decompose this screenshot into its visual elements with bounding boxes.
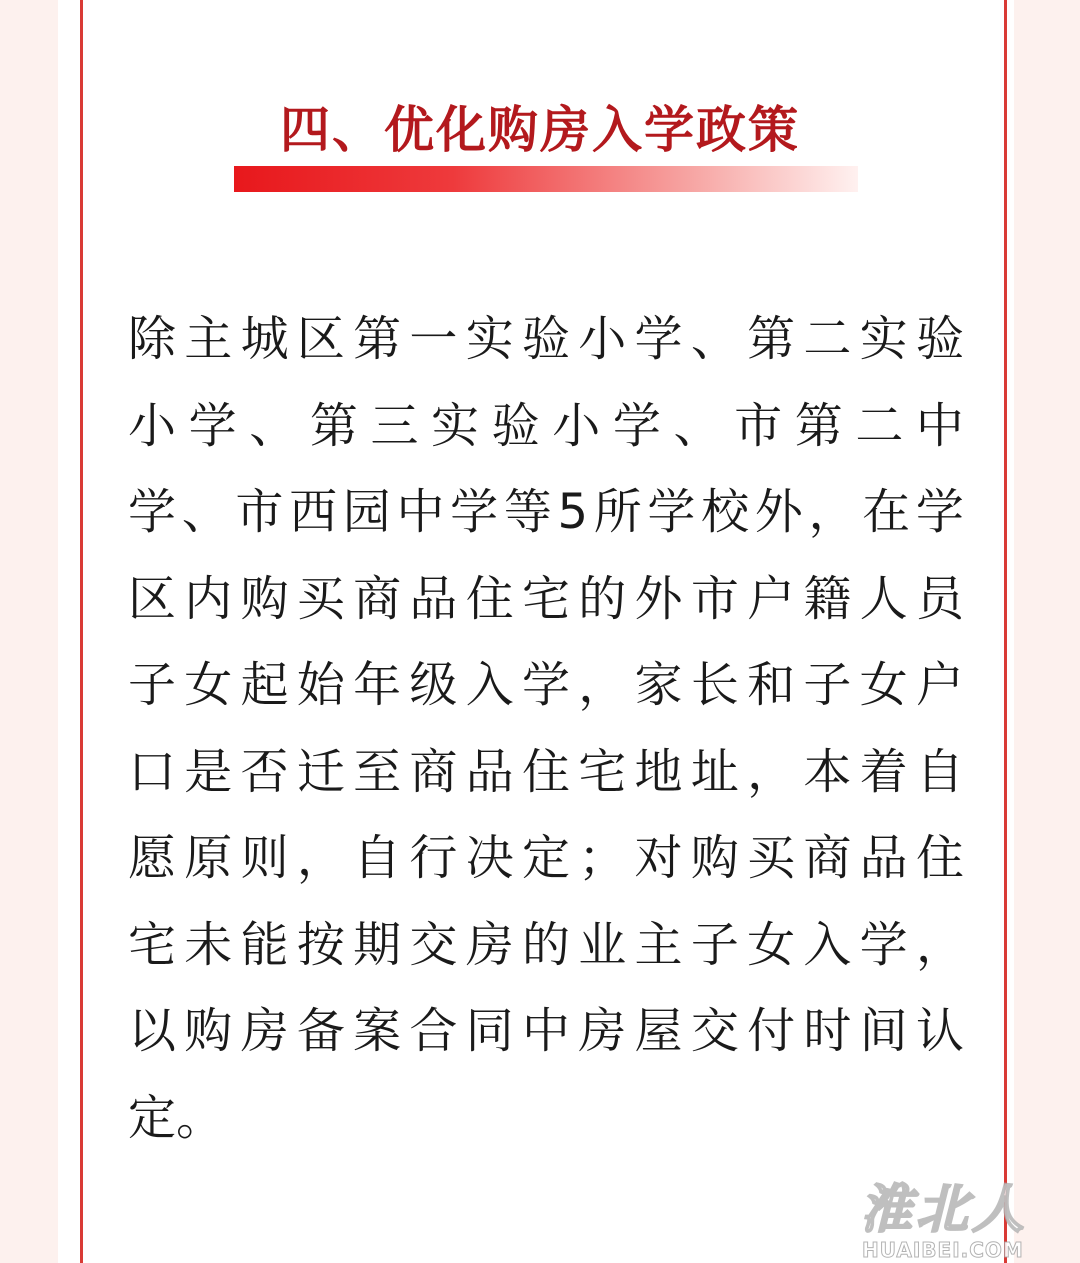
- paragraph-char: 二: [855, 397, 904, 454]
- paragraph-char: ，: [808, 484, 857, 540]
- paragraph-char: 学: [450, 484, 499, 540]
- paragraph-char: 入: [465, 657, 514, 713]
- paragraph-char: 宅: [521, 570, 570, 627]
- watermark-logo-text: 淮北人: [860, 1179, 1029, 1240]
- paragraph-char: 定: [128, 1089, 177, 1146]
- paragraph-char: 户: [915, 657, 964, 713]
- paragraph-char: 长: [690, 657, 739, 713]
- paragraph-char: 子: [128, 657, 177, 713]
- paragraph-char: 否: [240, 743, 289, 800]
- paragraph-char: 市: [690, 570, 739, 627]
- paragraph-char: 期: [353, 916, 402, 973]
- paragraph-line: [128, 556, 964, 643]
- paragraph-char: 入: [803, 916, 852, 973]
- paragraph-char: 户: [747, 570, 796, 627]
- site-watermark: [848, 1180, 1080, 1263]
- paragraph-char: 交: [690, 1003, 739, 1059]
- paragraph-char: 子: [803, 657, 852, 713]
- paragraph-char: 学: [612, 397, 661, 454]
- paragraph-char: 中: [915, 397, 964, 454]
- paragraph-line: [128, 815, 964, 902]
- paragraph-char: 外: [634, 570, 683, 627]
- watermark-url: HUAIBEI.COM: [862, 1238, 1024, 1262]
- paragraph-char: ，: [578, 657, 627, 713]
- paragraph-line: [128, 729, 964, 816]
- paragraph-char: 女: [747, 916, 796, 973]
- paragraph-char: 、: [673, 397, 722, 454]
- paragraph-char: 未: [184, 916, 233, 973]
- paragraph-char: 城: [240, 311, 289, 367]
- paragraph-char: 验: [521, 311, 570, 367]
- paragraph-char: 市: [734, 397, 783, 454]
- paragraph-char: 宅: [578, 743, 627, 800]
- paragraph-char: 所: [593, 484, 642, 540]
- paragraph-char: 购: [690, 830, 739, 886]
- paragraph-char: 认: [915, 1003, 964, 1059]
- paragraph-char: 买: [747, 830, 796, 886]
- paragraph-char: 起: [240, 657, 289, 713]
- paragraph-char: 校: [701, 484, 750, 540]
- paragraph-char: 人: [859, 570, 908, 627]
- paragraph-char: 定: [521, 830, 570, 886]
- paragraph-char: 第: [309, 397, 358, 454]
- paragraph-char: 园: [342, 484, 391, 540]
- paragraph-char: 着: [859, 743, 908, 800]
- paragraph-char: 中: [521, 1003, 570, 1059]
- paragraph-char: 迁: [296, 743, 345, 800]
- paragraph-char: 小: [552, 397, 601, 454]
- paragraph-char: 合: [409, 1003, 458, 1059]
- paragraph-char: 愿: [128, 830, 177, 886]
- paragraph-char: 则: [240, 830, 289, 886]
- paragraph-char: 实: [859, 311, 908, 367]
- paragraph-char: 第: [794, 397, 843, 454]
- paragraph-char: 案: [353, 1003, 402, 1059]
- paragraph-char: 三: [370, 397, 419, 454]
- paragraph-char: 在: [862, 484, 911, 540]
- paragraph-char: 品: [409, 570, 458, 627]
- paragraph-char: 外: [754, 484, 803, 540]
- paragraph-char: 址: [690, 743, 739, 800]
- paragraph-line: [128, 902, 964, 989]
- paragraph-char: 本: [803, 743, 852, 800]
- paragraph-char: 第: [353, 311, 402, 367]
- paragraph-line: [128, 988, 964, 1075]
- paragraph-char: 、: [690, 311, 739, 367]
- left-frame-line: [80, 0, 83, 1263]
- paragraph-char: 能: [240, 916, 289, 973]
- paragraph-char: 。: [176, 1089, 225, 1146]
- paragraph-char: 屋: [634, 1003, 683, 1059]
- paragraph-char: 买: [296, 570, 345, 627]
- paragraph-char: 住: [465, 570, 514, 627]
- paragraph-line: [128, 469, 964, 556]
- paragraph-char: 是: [184, 743, 233, 800]
- paragraph-line: [128, 296, 964, 383]
- paragraph-char: 房: [578, 1003, 627, 1059]
- paragraph-char: 始: [296, 657, 345, 713]
- paragraph-char: 年: [353, 657, 402, 713]
- paragraph-char: 自: [353, 830, 402, 886]
- right-frame-line: [1004, 0, 1007, 1263]
- paragraph-char: 学: [188, 397, 237, 454]
- paragraph-char: 、: [249, 397, 298, 454]
- paragraph-char: 主: [634, 916, 683, 973]
- left-side-band: [0, 0, 58, 1263]
- paragraph-char: 原: [184, 830, 233, 886]
- paragraph-char: ；: [578, 830, 627, 886]
- paragraph-char: 学: [634, 311, 683, 367]
- right-side-band: [1014, 0, 1080, 1263]
- paragraph-char: 交: [409, 916, 458, 973]
- paragraph-char: 等: [503, 484, 552, 540]
- paragraph-char: 房: [240, 1003, 289, 1059]
- paragraph-char: 实: [465, 311, 514, 367]
- paragraph-char: 购: [240, 570, 289, 627]
- paragraph-char: 家: [634, 657, 683, 713]
- paragraph-char: 子: [690, 916, 739, 973]
- paragraph-char: 验: [915, 311, 964, 367]
- paragraph-char: 西: [289, 484, 338, 540]
- paragraph-char: 至: [353, 743, 402, 800]
- paragraph-char: 间: [859, 1003, 908, 1059]
- paragraph-char: 区: [128, 570, 177, 627]
- paragraph-char: 学: [521, 657, 570, 713]
- paragraph-char: 的: [578, 570, 627, 627]
- paragraph-char: 员: [915, 570, 964, 627]
- paragraph-char: 内: [184, 570, 233, 627]
- paragraph-char: 的: [521, 916, 570, 973]
- paragraph-char: ，: [747, 743, 796, 800]
- paragraph-char: 实: [431, 397, 480, 454]
- paragraph-char: 业: [578, 916, 627, 973]
- paragraph-char: 和: [747, 657, 796, 713]
- paragraph-char: 同: [465, 1003, 514, 1059]
- paragraph-char: 付: [747, 1003, 796, 1059]
- paragraph-char: 品: [465, 743, 514, 800]
- paragraph-char: 小: [578, 311, 627, 367]
- paragraph-char: 商: [353, 570, 402, 627]
- paragraph-char: 女: [859, 657, 908, 713]
- heading-underline-bar: [234, 166, 858, 192]
- paragraph-char: 备: [296, 1003, 345, 1059]
- paragraph-char: ，: [296, 830, 345, 886]
- paragraph-char: 学: [915, 484, 964, 540]
- paragraph-char: 自: [915, 743, 964, 800]
- paragraph-char: 住: [521, 743, 570, 800]
- paragraph-char: 住: [915, 830, 964, 886]
- paragraph-char: 一: [409, 311, 458, 367]
- paragraph-char: 决: [465, 830, 514, 886]
- paragraph-char: 对: [634, 830, 683, 886]
- paragraph-char: 、: [181, 484, 230, 540]
- paragraph-char: 第: [747, 311, 796, 367]
- paragraph-char: 商: [409, 743, 458, 800]
- paragraph-char: 品: [859, 830, 908, 886]
- paragraph-line: [128, 383, 964, 470]
- paragraph-char: 级: [409, 657, 458, 713]
- body-paragraph: [128, 296, 964, 1161]
- paragraph-char: 行: [409, 830, 458, 886]
- paragraph-char: 二: [803, 311, 852, 367]
- paragraph-char: 主: [184, 311, 233, 367]
- paragraph-char: 女: [184, 657, 233, 713]
- paragraph-line: [128, 642, 964, 729]
- paragraph-char: 时: [803, 1003, 852, 1059]
- paragraph-char: 以: [128, 1003, 177, 1059]
- paragraph-char: 房: [465, 916, 514, 973]
- paragraph-char: 商: [803, 830, 852, 886]
- paragraph-char: 学: [128, 484, 177, 540]
- paragraph-char: 5: [557, 484, 589, 540]
- paragraph-char: 学: [647, 484, 696, 540]
- section-heading: 四、优化购房入学政策: [280, 101, 800, 159]
- paragraph-char: 除: [128, 311, 177, 367]
- paragraph-char: 购: [184, 1003, 233, 1059]
- paragraph-char: 籍: [803, 570, 852, 627]
- paragraph-char: ，: [915, 916, 964, 973]
- paragraph-char: 市: [235, 484, 284, 540]
- paragraph-char: 小: [128, 397, 177, 454]
- paragraph-char: 地: [634, 743, 683, 800]
- paragraph-char: 中: [396, 484, 445, 540]
- paragraph-char: 验: [491, 397, 540, 454]
- paragraph-char: 按: [296, 916, 345, 973]
- paragraph-char: 宅: [128, 916, 177, 973]
- paragraph-char: 学: [859, 916, 908, 973]
- paragraph-char: 口: [128, 743, 177, 800]
- paragraph-char: 区: [296, 311, 345, 367]
- paragraph-line: [128, 1075, 964, 1162]
